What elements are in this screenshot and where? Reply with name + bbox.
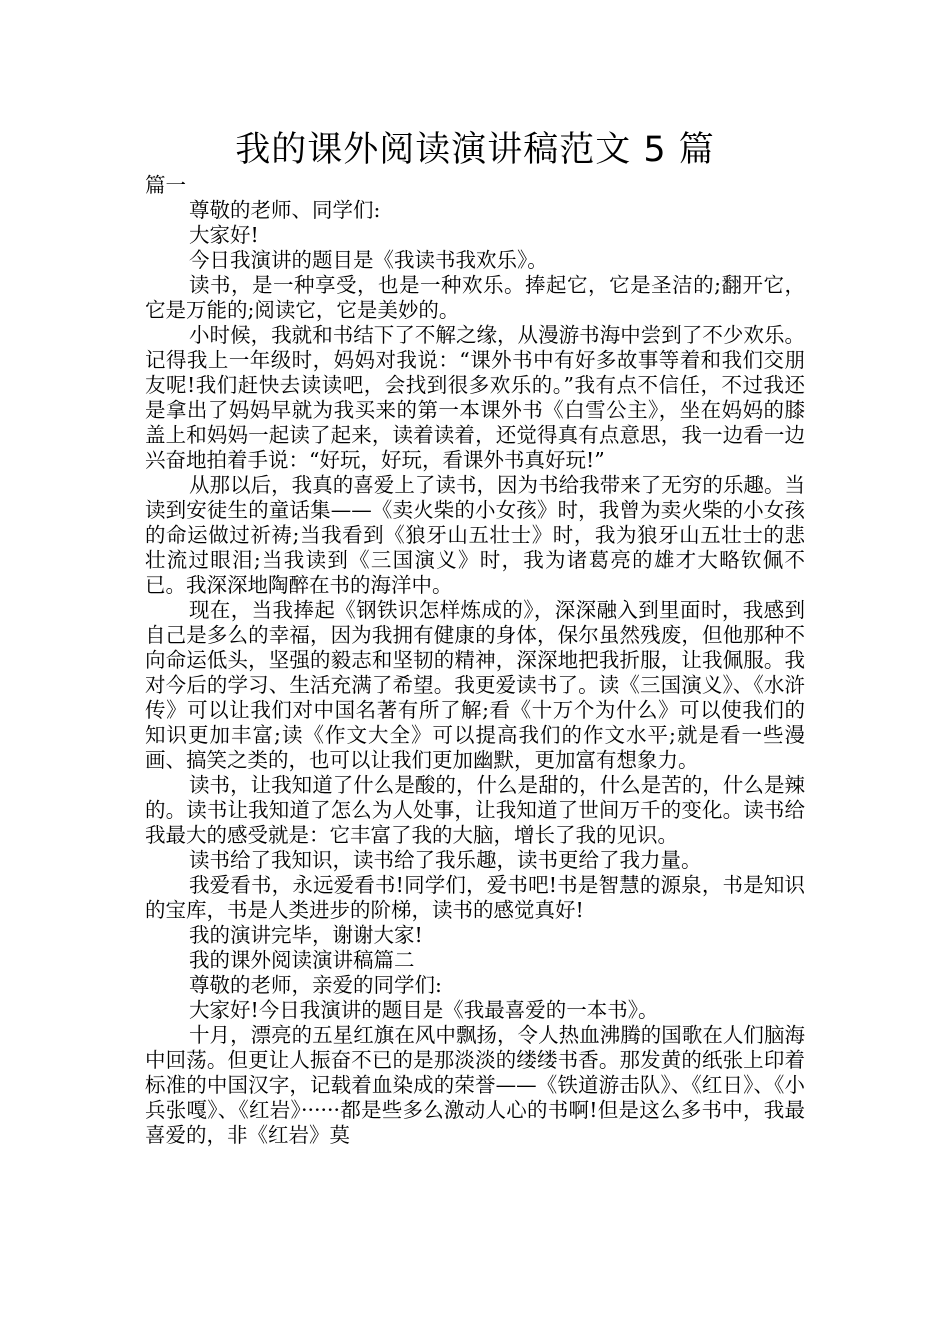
section-label: 篇一 bbox=[145, 173, 186, 197]
paragraph: 尊敬的老师，亲爱的同学们: bbox=[189, 973, 442, 997]
paragraph: 我爱看书，永远爱看书!同学们，爱书吧!书是智慧的源泉，书是知识的宝库，书是人类进步的阶梯，读书的感觉真好! bbox=[145, 873, 805, 922]
paragraph: 读书，是一种享受，也是一种欢乐。捧起它，它是圣洁的;翻开它，它是万能的;阅读它，它是美妙的。 bbox=[145, 273, 805, 322]
paragraph: 从那以后，我真的喜爱上了读书，因为书给我带来了无穷的乐趣。当读到安徒生的童话集——《卖火柴的小女孩》时，我曾为卖火柴的小女孩的命运做过祈祷;当我看到《狼牙山五壮士》时，我为狼牙山五壮士的悲壮流过眼泪;当我读到《三国演义》时，我为诸葛亮的雄才大略钦佩不已。我深深地陶醉在书的海洋中。 bbox=[145, 473, 805, 597]
paragraph: 尊敬的老师、同学们: bbox=[189, 198, 381, 222]
paragraph: 大家好!今日我演讲的题目是《我最喜爱的一本书》。 bbox=[189, 998, 659, 1022]
paragraph: 我的课外阅读演讲稿篇二 bbox=[189, 948, 415, 972]
paragraph: 十月，漂亮的五星红旗在风中飘扬，令人热血沸腾的国歌在人们脑海中回荡。但更让人振奋不已的是那淡淡的缕缕书香。那发黄的纸张上印着标准的中国汉字，记载着血染成的荣誉——《铁道游击队》、《红日》、《小兵张嘎》、《红岩》······都是些多么激动人心的书啊!但是这么多书中，我最喜爱的，非《红岩》莫 bbox=[145, 1023, 805, 1147]
paragraph: 大家好! bbox=[189, 223, 259, 247]
paragraph: 小时候，我就和书结下了不解之缘，从漫游书海中尝到了不少欢乐。记得我上一年级时，妈妈对我说：“课外书中有好多故事等着和我们交朋友呢!我们赶快去读读吧，会找到很多欢乐的。”我有点不信任，不过我还是拿出了妈妈早就为我买来的第一本课外书《白雪公主》，坐在妈妈的膝盖上和妈妈一起读了起来，读着读着，还觉得真有点意思，我一边看一边兴奋地拍着手说：“好玩，好玩，看课外书真好玩!” bbox=[145, 323, 805, 472]
paragraph: 我的演讲完毕，谢谢大家! bbox=[189, 923, 423, 947]
document-title: 我的课外阅读演讲稿范文 5 篇 bbox=[235, 130, 715, 170]
document-body bbox=[145, 173, 805, 1148]
paragraph: 今日我演讲的题目是《我读书我欢乐》。 bbox=[189, 248, 548, 272]
paragraph: 读书给了我知识，读书给了我乐趣，读书更给了我力量。 bbox=[189, 848, 702, 872]
paragraph: 现在，当我捧起《钢铁识怎样炼成的》，深深融入到里面时，我感到自己是多么的幸福，因为我拥有健康的身体，保尔虽然残废，但他那种不向命运低头，坚强的毅志和坚韧的精神，深深地把我折服，让我佩服。我对今后的学习、生活充满了希望。我更爱读书了。读《三国演义》、《水浒传》可以让我们对中国名著有所了解;看《十万个为什么》可以使我们的知识更加丰富;读《作文大全》可以提高我们的作文水平;就是看一些漫画、搞笑之类的，也可以让我们更加幽默，更加富有想象力。 bbox=[145, 598, 805, 772]
paragraph: 读书，让我知道了什么是酸的，什么是甜的，什么是苦的，什么是辣的。读书让我知道了怎么为人处事，让我知道了世间万千的变化。读书给我最大的感受就是：它丰富了我的大脑，增长了我的见识。 bbox=[145, 773, 805, 847]
